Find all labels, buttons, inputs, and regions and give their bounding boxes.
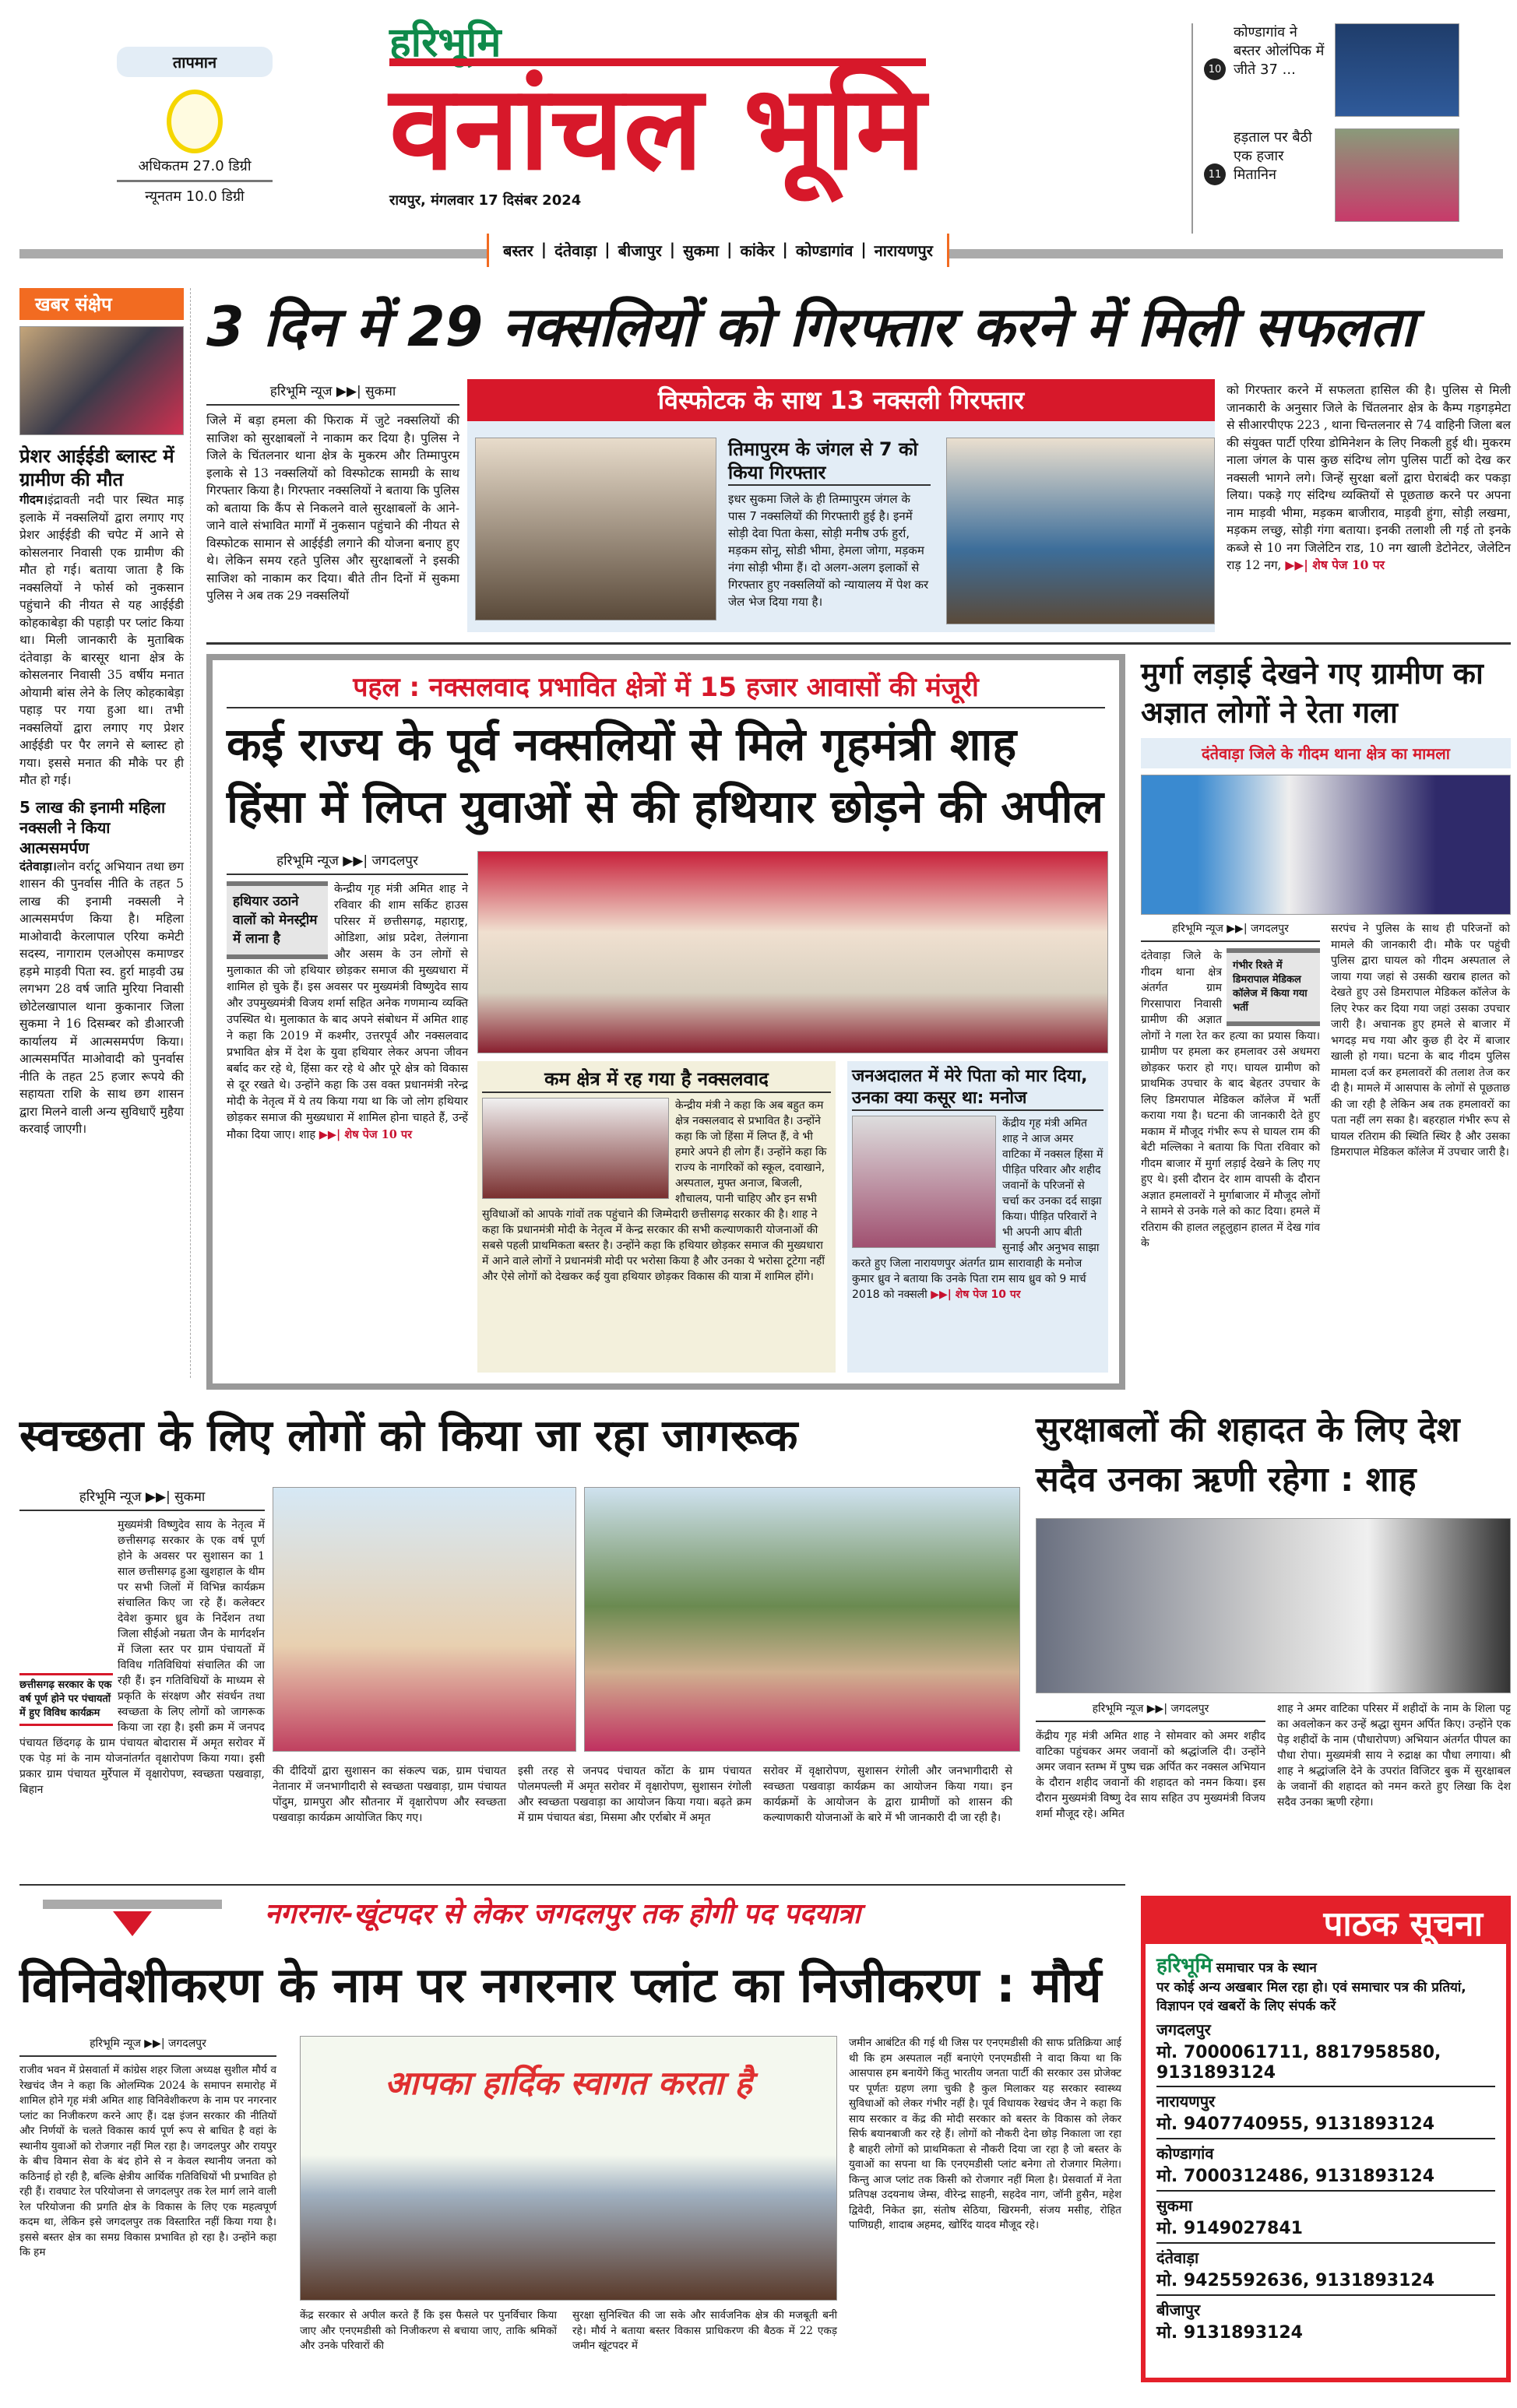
teaser-item[interactable] [1204, 23, 1511, 121]
nagarnar-headline: विनिवेशीकरण के नाम पर नगरनार प्लांट का निजीकरण : मौर्य [19, 1956, 1102, 2013]
brief-headline: प्रेशर आईईडी ब्लास्ट में ग्रामीण की मौत [19, 445, 174, 490]
nagarnar-body: राजीव भवन में प्रेसवार्ता में कांग्रेस शहर जिला अध्यक्ष सुशील मौर्य व रेखचंद जैन ने कहा कि ओलम्पिक 2024 के समापन समारोह में शामिल होने गृह मंत्री अमित शाह विनिवेशीकरण के नाम पर नगरनार प्लांट का निजीकरण करने आए हैं। दक्ष इंजन सरकार की नीतियों और निर्णयों के चलते विकास कार्य पूर्ण रूप से बाधित है वहां के स्थानीय युवाओं को रोजगार नहीं मिल रहा है। जगदलपुर और रायपुर के बीच विमान सेवा के बंद होने से न केवल स्थानीय जनता को कठिनाई हो रही है, बल्कि क्षेत्रीय आर्थिक गतिविधियों भी प्रभावित हो रही हैं। रावघाट रेल परियोजना से जगदलपुर तक रेल मार्ग लाने वाली रेल परियोजना की प्रगति क्षेत्र के विकास के लिए एक महत्वपूर्ण कदम था, लेकिन इसे जगदलपुर तक विस्तारित नहीं किया गया है। इससे बस्तर क्षेत्र का समग्र विकास प्रभावित हो रहा है। उन्होंने कहा कि हम [19, 2064, 276, 2259]
nav-bijapur[interactable]: बीजापुर [618, 241, 662, 260]
nav-kondagaon[interactable]: कोण्डागांव [795, 241, 854, 260]
news-brief-column [19, 288, 191, 1378]
surrendered-group-photo [477, 851, 1108, 1053]
weather-widget [117, 47, 273, 234]
kicker: नक्सलवाद प्रभावित क्षेत्रों में 15 हजार आवासों की मंजूरी [428, 672, 979, 703]
byline: हरिभूमि न्यूज ▶▶| जगदलपुर [227, 851, 468, 875]
nav-kanker[interactable]: कांकेर [740, 241, 775, 260]
weather-label: तापमान [117, 47, 273, 77]
contact-row: कोण्डागांव मो. 7000312486, 9131893124 [1156, 2139, 1495, 2192]
lead-headline: 3 दिन में 29 नक्सलियों को गिरफ्तार करने में मिली सफलता [206, 295, 1415, 359]
teaser-photo [1335, 23, 1459, 117]
pull-quote: हथियार उठाने वालों को मेनस्ट्रीम में लाना है [227, 881, 328, 959]
murga-headline: मुर्गा लड़ाई देखने गए ग्रामीण का अज्ञात लोगों ने रेता गला [1141, 656, 1484, 729]
byline: हरिभूमि न्यूज ▶▶| जगदलपुर [1036, 1701, 1265, 1722]
shah-story-box [206, 654, 1125, 1390]
nav-dantewada[interactable]: दंतेवाड़ा [554, 241, 597, 260]
box-manoj [847, 1061, 1108, 1373]
nagarnar-body-2: केंद्र सरकार से अपील करते हैं कि इस फैसले पर पुनर्विचार किया जाए और एनएमडीसी को निजीकरण से बचाया जाए, ताकि श्रमिकों और उनके परिवारों की [300, 2309, 557, 2352]
brief-headline: 5 लाख की इनामी महिला नक्सली ने किया आत्मसमर्पण [19, 797, 166, 857]
victims-meeting-photo [852, 1116, 996, 1248]
murga-body: सरपंच ने पुलिस के साथ ही परिजनों को मामले की जानकारी दी। मौके पर पहुंची पुलिस द्वारा घायल को गीदम अस्पताल ले जाया गया जहां से उसकी खराब हालत को देखते हुए उसे डिमरापाल मेडिकल कॉलेज के लिए रेफर कर दिया गया जहां उसका उपचार जारी है। अचानक हुए हमले से बाजार में भगदड़ मच गया और कुछ ही देर में बाजार खाली हो गया। घटना के बाद गीदम पुलिस मामला दर्ज कर हमलावरों की तलाश तेज कर दी है। मामले में आसपास के लोगों से पूछताछ की जा रही है लेकिन अब तक हमलावरों का पता नहीं लग सका है। बहरहाल गंभीर रूप से घायल रतिराम की स्थिति स्थिर है और उसका डिमरापाल मेडिकल कॉलेज में उपचार जारी है। [1331, 923, 1510, 1158]
teaser-item[interactable] [1204, 128, 1511, 226]
byline: हरिभूमि न्यूज ▶▶| सुकमा [206, 381, 459, 406]
box-headline: जनअदालत में मेरे पिता को मार दिया, उनका क्या कसूर था: मनोज [852, 1066, 1103, 1111]
box-text: केन्द्रीय मंत्री ने कहा कि अब बहुत कम क्षेत्र नक्सलवाद से प्रभावित है। उन्होंने कहा कि जो हिंसा में लिप्त हैं, वे भी हमारे अपने ही लोग हैं। उन्होंने कहा कि राज्य के नागरिकों को स्कूल, दवाखाने, अस्पताल, मुफ्त अनाज, बिजली, शौचालय, पानी चाहिए और इन सभी सुविधाओं को आपके गांवों तक पहुंचाने की जिम्मेदारी छत्तीसगढ़ सरकार की है। शाह ने कहा कि प्रधानमंत्री मोदी के नेतृत्व में केन्द्र सरकार की सभी कल्याणकारी योजनाओं की सबसे पहली प्राथमिकता बस्तर है। उन्होंने कहा कि हथियार छोड़कर समाज की मुख्यधारा में आने वाले लोगों ने प्रधानमंत्री मोदी पर भरोसा किया है और उनका ये भरोसा टूटेगा नहीं और ऐसे लोगों को देखकर कई युवा हथियार छोड़कर विकास की यात्रा में शामिल होंगे। [482, 1099, 827, 1283]
nav-bastar[interactable]: बस्तर [503, 241, 533, 260]
swachh-headline: स्वच्छता के लिए लोगों को किया जा रहा जागरूक [19, 1411, 798, 1461]
brand-title: वनांचल भूमि [389, 58, 926, 191]
pull-quote: गंभीर रिश्ते में डिमरापाल मेडिकल कॉलेज में किया गया भर्ती [1227, 948, 1320, 1026]
dateline: रायपुर, मंगलवार 17 दिसंबर 2024 [389, 192, 582, 209]
swachh-body-4: सरोवर में वृक्षारोपण, सुशासन रंगोली और जनभागीदारी से स्वच्छता पखवाड़ा कार्यक्रम का आयोजन किया गया। इन कार्यक्रमों के आयोजन के द्वारा ग्रामीणों को शासन की कल्याणकारी योजनाओं के बारे में भी जानकारी दी जा रही है। [763, 1765, 1012, 1824]
masthead-logo [389, 19, 1153, 222]
brand-small: हरिभूमि [389, 19, 502, 66]
shah-body: केन्द्रीय गृह मंत्री अमित शाह ने रविवार की शाम सर्किट हाउस परिसर में छत्तीसगढ़, महाराष्ट्र, ओडिशा, आंध्र प्रदेश, तेलंगाना और असम के उन लोगों से मुलाकात की जो हथियार छोड़कर समाज की मुख्यधारा में शामिल हो चुके हैं। इस अवसर पर मुख्यमंत्री विष्णुदेव साय और उपमुख्यमंत्री विजय शर्मा सहित अनेक गणमान्य व्यक्ति उपस्थित थे। मुलाकात के बाद अपने संबोधन में अमित शाह ने कहा कि 2019 में कश्मीर, उत्तरपूर्व और नक्सलवाद प्रभावित क्षेत्र में देश के युवा हथियार लेकर अपना जीवन बर्बाद कर रहे थे, हिंसा कर रहे थे और पूरे क्षेत्र को विकास से दूर रखते थे। उन्होंने कहा कि उस वक्त प्रधानमंत्री नरेन्द्र मोदी के नेतृत्व में ये तय किया गया था कि जो लोग हथियार छोड़कर समाज की मुख्यधारा में शामिल होना चाहते हैं, उन्हें मौका दिया जाए। शाह ▶▶| शेष पेज 10 पर [227, 883, 468, 1141]
box-headline: कम क्षेत्र में रह गया है नक्सलवाद [482, 1066, 831, 1093]
martyrs-body: केंद्रीय गृह मंत्री अमित शाह ने सोमवार को अमर शहीद वाटिका पहुंचकर अमर जवानों को श्रद्धांजलि दी। उन्होंने अमर जवान स्तम्भ में पुष्प चक्र अर्पित कर नक्सल अभियान के दौरान शहीद जवानों की शहादत को नमन किया। इस दौरान मुख्यमंत्री विष्णु देव साय सहित उप मुख्यमंत्री विजय शर्मा मौजूद रहे। अमित [1036, 1730, 1265, 1820]
box-naxalism-reduced [477, 1061, 836, 1373]
martyrs-body-2: शाह ने अमर वाटिका परिसर में शहीदों के नाम के शिला पट्ट का अवलोकन कर उन्हें श्रद्धा सुमन अर्पित किए। उन्होंने एक पेड़ शहीदों के नाम (पौधारोपण) अभियान अंतर्गत पीपल का पौधा रोपा। मुख्यमंत्री साय ने रुद्राक्ष का पौधा लगाया। श्री शाह ने श्रद्धांजलि देने के उपरांत विजिटर बुक में सुरक्षाबल के जवानों की शहादत को नमन करते हुए लिखा कि देश सदैव उनका ऋणी रहेगा। [1277, 1703, 1511, 1809]
contact-row: नारायणपुर मो. 9407740955, 9131893124 [1156, 2087, 1495, 2139]
swachh-body: मुख्यमंत्री विष्णुदेव साय के नेतृत्व में छत्तीसगढ़ सरकार के एक वर्ष पूर्ण होने के अवसर पर सुशासन का 1 साल छत्तीसगढ़ हुआ खुशहाल के थीम पर सभी जिलों में विभिन्न कार्यक्रम संचालित किए जा रहे हैं। कलेक्टर देवेश कुमार ध्रुव के निर्देशन तथा जिला सीईओ नम्रता जैन के मार्गदर्शन में जिला स्तर पर ग्राम पंचायतों में विविध गतिविधियां संचालित की जा रही हैं। इन गतिविधियों के माध्यम से प्रकृति के संरक्षण और संवर्धन तथा स्वच्छता के लिए लोगों को जागरूक किया जा रहा है। इसी क्रम में जनपद पंचायत छिंदगढ़ के ग्राम पंचायत बोदारास में अमृत सरोवर में एक पेड़ मां के नाम योजनांतर्गत वृक्षारोपण किया गया। इसी प्रकार ग्राम पंचायत मुर्रेपाल में वृक्षारोपण, स्वच्छता पखवाड़ा, बिहान [19, 1519, 265, 1796]
pledge-photo [584, 1487, 1020, 1752]
swachh-body-3: इसी तरह से जनपद पंचायत कोंटा के ग्राम पंचायत पोलमपल्ली में अमृत सरोवर में वृक्षारोपण, सुशासन रंगोली और स्वच्छता पखवाड़ा का आयोजन किया गया। बढ़ते क्रम में ग्राम पंचायत बंडा, मिसमा और एर्राबोर में अमृत [518, 1765, 751, 1824]
banner-text: आपका हार्दिक स्वागत करता है [385, 2064, 752, 2102]
martyrs-headline: सुरक्षाबलों की शहादत के लिए देश सदैव उनका ऋणी रहेगा : शाह [1036, 1410, 1460, 1499]
brief-text: लोन वर्राटू अभियान तथा छग शासन की पुनर्वास नीति के तहत 5 लाख की इनामी नक्सली ने आत्मसमर्पण किया है। महिला माओवादी केरलापाल एरिया कमेटी सदस्य, नागाराम एलओएस कमाण्डर हड़मे माड़वी पिता स्व. हुर्रा माड़वी उम्र लगभग 28 वर्ष जाति मुरिया निवासी छोटेलखापाल थाना कुकानार जिला सुकमा ने 16 दिसम्बर को डीआरजी कार्यालय में आत्मसमर्पण किया। आत्मसमर्पित माओवादी को पुनर्वास नीति के तहत 25 हजार रूपये की सहायता राशि के साथ छग शासन द्वारा मिलने वाली अन्य सुविधाएँ मुहैया करवाई जाएगी। [19, 859, 184, 1136]
swachh-column [19, 1487, 265, 1798]
notice-intro: समाचार पत्र के स्थान [1216, 1960, 1317, 1976]
brief-photo [19, 326, 184, 435]
box-text: केंद्रीय गृह मंत्री अमित शाह ने आज अमर वाटिका में नक्सल हिंसा में पीड़ित परिवार और शहीद जवानों के परिजनों से चर्चा कर उनका दर्द साझा किया। पीड़ित परिवारों ने भी अपनी आप बीती सुनाई और अनुभव साझा करते हुए जिला नारायणपुर अंतर्गत ग्राम सारावाही के मनोज कुमार ध्रुव ने बताया कि उनके पिता राम साय ध्रुव को 9 मार्च 2018 को नक्सली ▶▶| शेष पेज 10 पर [852, 1117, 1103, 1301]
notice-intro: पर कोई अन्य अखबार मिल रहा हो। एवं समाचार पत्र की प्रतियां, विज्ञापन एवं खबरों के लिए संपर्क करें [1156, 1980, 1466, 2014]
sub-text: इधर सुकमा जिले के ही तिम्मापुरम जंगल के पास 7 नक्सलियों की गिरफ्तारी हुई है। इनमें सोड़ी देवा पिता केसा, सोड़ी मनीष उर्फ हुर्रा, मड़कम सोनू, सोडी भीमा, हेमला जोगा, मड़कम नंगा सोड़ी भीमा हैं। दो अलग-अलग इलाकों से गिरफ्तार हुए नक्सलियों को न्यायालय में पेश कर जेल भेज दिया गया है। [728, 492, 929, 609]
event-photo [482, 1098, 669, 1199]
min-temp: न्यूनतम 10.0 डिग्री [145, 188, 245, 205]
continued-link[interactable]: ▶▶| शेष पेज 10 पर [1285, 557, 1385, 572]
contact-row: जगदलपुर मो. 7000061711, 8817958580, 9131893124 [1156, 2016, 1495, 2087]
reader-notice [1141, 1896, 1511, 2382]
sub-headline: तिमापुरम के जंगल से 7 को किया गिरफ्तार [728, 438, 931, 486]
brief-text: इंद्रावती नदी पार स्थित माड़ इलाके में नक्सलियों द्वारा लगाए गए प्रेशर आईईडी की चपेट में आने से कोसलनार निवासी एक ग्रामीण की मौत हो गई। बताया जाता है कि नक्सलियों ने फोर्स को नुकसान पहुंचाने की नीयत से यह आईईडी कोहकाबेड़ा की पहाड़ी पर प्लांट किया था। मिली जानकारी के मुताबिक दंतेवाड़ा के बारसूर थाना क्षेत्र के कोसलनार निवासी 35 वर्षीय मनात ओयामी बांस लेने के लिए कोहकाबेड़ा पहाड़ पर गया हुआ था। तभी नक्सलियों द्वारा लगाए गए प्रेशर आईईडी पर पैर लगने से ब्लास्ट हो गया। इससे मनात की मौके पर ही मौत हो गई। [19, 493, 184, 787]
chevron-down-icon [113, 1911, 152, 1936]
contact-row: दंतेवाड़ा मो. 9425592636, 9131893124 [1156, 2244, 1495, 2296]
shah-headline-2: हिंसा में लिप्त युवाओं से की हथियार छोड़ने की अपील [227, 780, 1104, 833]
lead-column-1 [206, 381, 459, 605]
divider [206, 642, 1511, 645]
contact-row: बीजापुर मो. 9131893124 [1156, 2301, 1303, 2343]
hospital-photo [1141, 775, 1511, 915]
murga-subhead: दंतेवाड़ा जिले के गीदम थाना क्षेत्र का मामला [1141, 738, 1511, 768]
chevron-icon [43, 1900, 222, 1909]
byline: हरिभूमि न्यूज ▶▶| जगदलपुर [19, 2036, 276, 2057]
page-badge: 11 [1204, 163, 1226, 185]
kicker-label: पहल : [353, 672, 421, 703]
sun-icon [171, 94, 218, 149]
memorial-photo [1036, 1518, 1511, 1693]
notice-brand: हरिभूमि [1156, 1954, 1213, 1977]
lead-body: को गिरफ्तार करने में सफलता हासिल की है। पुलिस से मिली जानकारी के अनुसार जिले के चिंतलनार क्षेत्र के कैम्प गड़गड़मेटा से सीआरपीएफ 223 , थाना चिन्तलनार से 74 वाहिनी जिला बल की संयुक्त पार्टी एरिया डोमिनेशन के लिए निकली हुई थी। मुकरम नाला जंगल के पास कुछ संदिग्ध लोग पुलिस पार्टी को देख कर नक्सली भागने लगे। जिन्हें सुरक्षा बलों द्वारा घेराबंदी कर पकड़ा लिया। पकड़े गए संदिग्ध व्यक्तियों से पूछताछ करने पर अपना नाम माड़वी भीमा, मड़कम बाजीराव, माड़वी हुंगा, सोड़ी लखमा, मड़कम लच्छु, सोड़ी गंगा बताया। इनकी तलाशी ली गई तो इनके कब्जे से 10 नग जिलेटिन राड, 10 नग खाली डेटोनेटर, जेलेटिन राड़ 12 नग, ▶▶| शेष पेज 10 पर [1227, 383, 1511, 572]
max-temp: अधिकतम 27.0 डिग्री [117, 156, 273, 182]
contact-row: सुकमा मो. 9149027841 [1156, 2192, 1495, 2244]
brief-place: दंतेवाड़ा। [19, 858, 57, 874]
nav-sukma[interactable]: सुकमा [683, 241, 720, 260]
murga-story [1141, 654, 1511, 1386]
teaser-text: कोण्डागांव ने बस्तर ओलंपिक में जीते 37 ... [1234, 24, 1325, 78]
lead-photo-panel [467, 379, 1215, 632]
brief-place: गीदम। [19, 492, 48, 507]
district-nav: बस्तर | दंतेवाड़ा | बीजापुर | सुकमा | कांकेर | कोण्डागांव | नारायणपुर [487, 234, 949, 267]
nagarnar-body-4: जमीन आबंटित की गई थी जिस पर एनएमडीसी की साफ प्रतिक्रिया आई थी कि हम अस्पताल नहीं बनाएंगे एनएमडीसी ने वादा किया था कि आसपास हम बनायेंगे किंतु भारतीय जनता पार्टी की सरकार उस प्रोजेक्ट पर पूर्णतः ग्रहण लगा चुकी है कुल मिलाकर यह सरकार स्वास्थ्य सुविधाओं को लेकर गंभीर नहीं है। पूर्व विधायक रेखचंद जैन ने कहा कि साय सरकार व केंद्र की मोदी सरकार को बस्तर के विकास को लेकर सिर्फ बयानबाजी कर रहे हैं। लोगों को नौकरी देना छोड़ निकाला जा रहा है बाहरी लोगों को प्राथमिकता से नौकरी दिया जा रहा है जो बस्तर के युवाओं का सपना था कि एनएमडीसी प्लांट बनेगा तो रोजगार मिलेगा। किन्तु आज प्लांट तक किसी को रोजगार नहीं मिला है। प्रेसवार्ता में नेता प्रतिपक्ष उदयनाथ जेम्स, वीरेन्द्र साहनी, सहदेव नाग, जॉनी हुसैन, महेश द्विवेदी, निकेत झा, संतोष सेठिया, खिरमनी, संजय मसीह, रोहित पाणिग्रही, शादाब अहमद, खोरिंद यादव मौजूद रहे। [849, 2037, 1121, 2231]
teaser-photo [1335, 128, 1459, 222]
arrest-photo-2 [946, 438, 1215, 624]
contact-list [1156, 2016, 1495, 2346]
nagarnar-body-3: सुरक्षा सुनिश्चित की जा सके और सार्वजनिक क्षेत्र की मजबूती बनी रहे। मौर्य ने बताया बस्तर विकास प्राधिकरण की बैठक में 22 एकड़ जमीन खूंटपदर में [572, 2309, 837, 2352]
cleaning-photo [273, 1487, 576, 1752]
pull-quote: छत्तीसगढ़ सरकार के एक वर्ष पूर्ण होने पर पंचायतों में हुए विविध कार्यक्रम [19, 1673, 113, 1726]
byline: हरिभूमि न्यूज ▶▶| सुकमा [19, 1487, 265, 1511]
continued-link[interactable]: ▶▶| शेष पेज 10 पर [319, 1128, 413, 1141]
lead-body: जिले में बड़ा हमला की फिराक में जुटे नक्सलियों की साजिश को सुरक्षाबलों ने नाकाम कर दिया है। पुलिस ने जिले के चिंतलनार थाना क्षेत्र के मुकरम और तिम्मापुरम इलाके से 13 नक्सलियों को विस्फोटक सामग्री के साथ गिरफ्तार किया है। गिरफ्तार नक्सलियों ने बताया कि पुलिस को बताया कि कैंप से निकलने वाले सुरक्षाबलों के आने-जाने वाले संभावित मार्गों में नुकसान पहुंचाने की नीयत से विस्फोटक सामान से आईईडी लगाने की योजना बनाए हुए थे। लेकिन समय रहते पुलिस और सुरक्षाबलों ने इसकी साजिश को नाकाम कर दिया। बीते तीन दिनों में सुकमा पुलिस ने अब तक 29 नक्सलियों [206, 413, 459, 603]
brief-label: खबर संक्षेप [19, 288, 184, 320]
page-badge: 10 [1204, 58, 1226, 80]
divider [19, 1884, 1125, 1886]
byline: हरिभूमि न्यूज ▶▶| जगदलपुर [1141, 921, 1320, 942]
swachh-body-2: की दीदियों द्वारा सुशासन का संकल्प चक्र, ग्राम पंचायत नेतानार में जनभागीदारी से स्वच्छता पखवाड़ा, ग्राम पंचायत पोंदुम, ग्रामपुरा और सौतनार में वृक्षारोपण और स्वच्छता पखवाड़ा कार्यक्रम आयोजित किए गए। [273, 1765, 506, 1824]
lead-column-2 [1227, 381, 1511, 575]
murga-body: दंतेवाड़ा जिले के गीदम थाना क्षेत्र अंतर्गत ग्राम गिरसापारा निवासी ग्रामीण की अज्ञात लोगों ने गला रेत कर हत्या का प्रयास किया। ग्रामीण पर हमला कर हमलावर उसे अधमरा छोड़कर फरार हो गए। घायल ग्रामीण को प्राथमिक उपचार के बाद बेहतर उपचार के लिए डिमरापाल मेडिकल कॉलेज में भर्ती कराया गया है। घटना की जानकारी देते हुए मकाम में मौजूद गंभीर रूप से घायल राम की बेटी मल्लिका ने बताया कि पिता रविवार को गीदम बाजार में मुर्गा लड़ाई देखने के लिए गए हुए थे। इसी दौरान देर शाम वापसी के दौरान अज्ञात हमलावरों ने मुर्गाबाजार में मौजूद लोगों ने सामने से उनके गले को काट दिया। हमले में रतिराम की हालत लहूलुहान हालत में देख गांव के [1141, 950, 1320, 1250]
teaser-text: हड़ताल पर बैठी एक हजार मितानिन [1234, 129, 1312, 183]
teasers [1191, 23, 1511, 234]
notice-title [1146, 1900, 1506, 1944]
press-conference-photo [300, 2036, 837, 2301]
nav-narayanpur[interactable]: नारायणपुर [874, 241, 933, 260]
lead-banner: विस्फोटक के साथ 13 नक्सली गिरफ्तार [467, 379, 1215, 421]
continued-link[interactable]: ▶▶| शेष पेज 10 पर [931, 1288, 1021, 1301]
nagarnar-kicker: नगरनार-खूंटपदर से लेकर जगदलपुर तक होगी पद पदयात्रा [265, 1898, 861, 1930]
notice-title-text: पाठक सूचना [1323, 1904, 1483, 1944]
arrest-photo-1 [475, 438, 716, 620]
shah-headline-1: कई राज्य के पूर्व नक्सलियों से मिले गृहमंत्री शाह [227, 718, 1017, 771]
